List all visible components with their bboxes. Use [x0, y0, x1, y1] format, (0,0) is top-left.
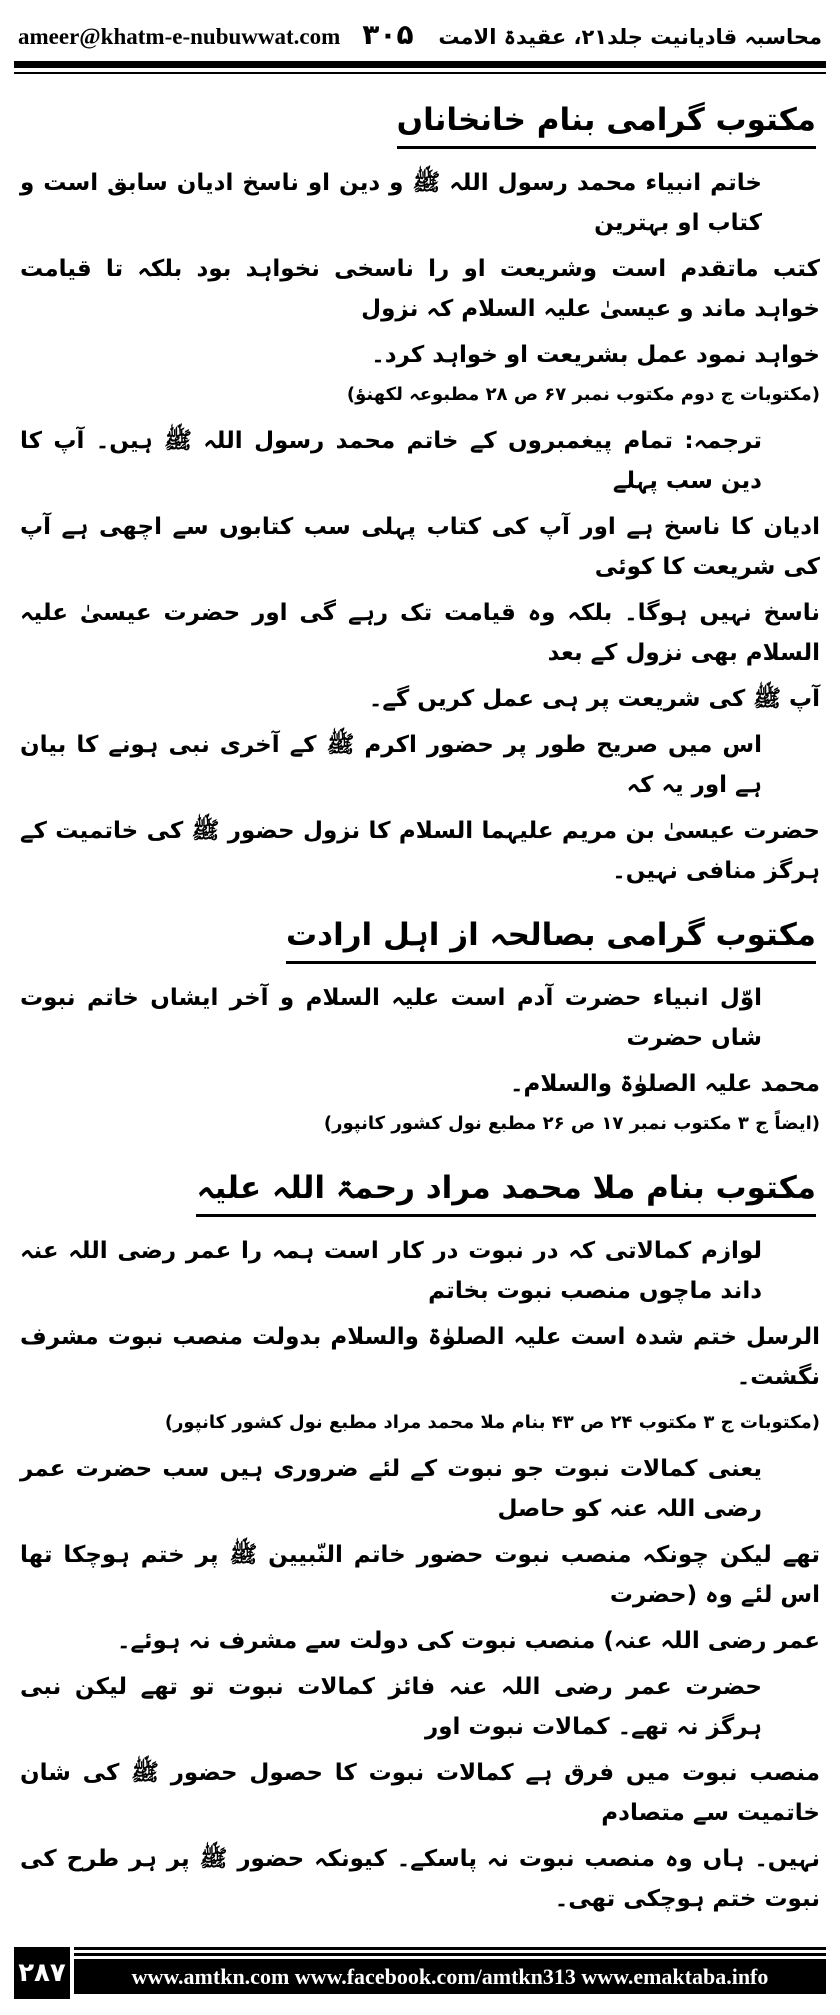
text-line: لوازم کمالاتی کہ در نبوت در کار است ہمہ را عمر رضی اللہ عنہ داند ماچوں منصب نبوت بخاتم	[20, 1238, 762, 1304]
header-rule-thin	[14, 72, 826, 74]
text-line: نہیں۔ ہاں وہ منصب نبوت نہ پاسکے۔ کیونکہ حضور ﷺ پر ہر طرح کی نبوت ختم ہوچکی تھی۔	[20, 1846, 820, 1912]
text-line: اوّل انبیاء حضرت آدم است علیہ السلام و آخر ایشاں خاتم نبوت شاں حضرت	[20, 985, 762, 1051]
page-header	[14, 18, 826, 74]
section-heading-wrap	[20, 98, 816, 149]
page-footer	[14, 1947, 826, 1999]
footer-links[interactable]: www.amtkn.com www.facebook.com/amtkn313 www.emaktaba.info	[74, 1959, 826, 1994]
citation: (ایضاً ج ۳ مکتوب نمبر ۱۷ ص ۲۶ مطبع نول کشور کانپور)	[323, 1113, 820, 1134]
text-line: خاتم انبیاء محمد رسول اللہ ﷺ و دین او ناسخ ادیان سابق است و کتاب او بہترین	[20, 170, 762, 236]
text-line: ناسخ نہیں ہوگا۔ بلکہ وہ قیامت تک رہے گی اور حضرت عیسیٰ علیہ السلام بھی نزول کے بعد	[20, 600, 820, 666]
footer-book-page: ۲۸۷	[14, 1947, 70, 1999]
text-line: اس میں صریح طور پر حضور اکرم ﷺ کے آخری نبی ہونے کا بیان ہے اور یہ کہ	[20, 732, 762, 798]
citation: (مکتوبات ج دوم مکتوب نمبر ۶۷ ص ۲۸ مطبوعہ لکھنؤ)	[346, 384, 820, 405]
header-page-number: ۳۰۵	[362, 18, 414, 51]
section-heading: مکتوب بنام ملا محمد مراد رحمۃ اللہ علیہ	[196, 1166, 816, 1217]
text-line: خواہد نمود عمل بشریعت او خواہد کرد۔	[371, 342, 820, 368]
text-line: کتب ماتقدم است وشریعت او را ناسخی نخواہد بود بلکہ تا قیامت خواہد ماند و عیسیٰ علیہ السلام کہ نزول	[20, 256, 820, 322]
header-row	[14, 18, 826, 51]
footer-rule	[74, 1953, 826, 1956]
citation: (مکتوبات ج ۳ مکتوب ۲۴ ص ۴۳ بنام ملا محمد مراد مطبع نول کشور کانپور)	[164, 1412, 820, 1433]
header-rule-thick	[14, 61, 826, 68]
section-heading: مکتوب گرامی بنام خانخاناں	[397, 98, 816, 149]
text-line: الرسل ختم شدہ است علیہ الصلوٰۃ والسلام بدولت منصب نبوت مشرف نگشت۔	[20, 1324, 820, 1390]
text-line: منصب نبوت میں فرق ہے کمالات نبوت کا حصول حضور ﷺ کی شان خاتمیت سے متصادم	[20, 1760, 820, 1826]
page-body	[14, 98, 826, 1919]
header-book-title: محاسبہ قادیانیت جلد۲۱، عقیدۃ الامت	[438, 25, 822, 49]
text-line-with-citation	[20, 1064, 820, 1144]
footer-rule	[74, 1947, 826, 1950]
text-line: ترجمہ: تمام پیغمبروں کے خاتم محمد رسول اللہ ﷺ ہیں۔ آپ کا دین سب پہلے	[20, 428, 762, 494]
text-line: حضرت عیسیٰ بن مریم علیہما السلام کا نزول حضور ﷺ کی خاتمیت کے ہرگز منافی نہیں۔	[20, 818, 820, 884]
section-heading-wrap	[20, 913, 816, 964]
text-line: عمر رضی اللہ عنہ) منصب نبوت کی دولت سے مشرف نہ ہوئے۔	[116, 1628, 820, 1654]
text-line: محمد علیہ الصلوٰۃ والسلام۔	[510, 1071, 820, 1097]
header-left	[18, 18, 414, 51]
header-email: ameer@khatm-e-nubuwwat.com	[18, 24, 341, 49]
section-heading: مکتوب گرامی بصالحہ از اہل ارادت	[286, 913, 816, 964]
text-line-with-citation	[20, 335, 820, 415]
text-line: تھے لیکن چونکہ منصب نبوت حضور خاتم النّبیین ﷺ پر ختم ہوچکا تھا اس لئے وہ (حضرت	[20, 1542, 820, 1608]
section-heading-wrap	[20, 1166, 816, 1217]
footer-right	[74, 1947, 826, 1999]
text-line: ادیان کا ناسخ ہے اور آپ کی کتاب پہلی سب کتابوں سے اچھی ہے آپ کی شریعت کا کوئی	[20, 514, 820, 580]
text-line: حضرت عمر رضی اللہ عنہ فائز کمالات نبوت تو تھے لیکن نبی ہرگز نہ تھے۔ کمالات نبوت اور	[20, 1674, 762, 1740]
text-line: یعنی کمالات نبوت جو نبوت کے لئے ضروری ہیں سب حضرت عمر رضی اللہ عنہ کو حاصل	[20, 1456, 762, 1522]
text-line: آپ ﷺ کی شریعت پر ہی عمل کریں گے۔	[368, 686, 820, 712]
